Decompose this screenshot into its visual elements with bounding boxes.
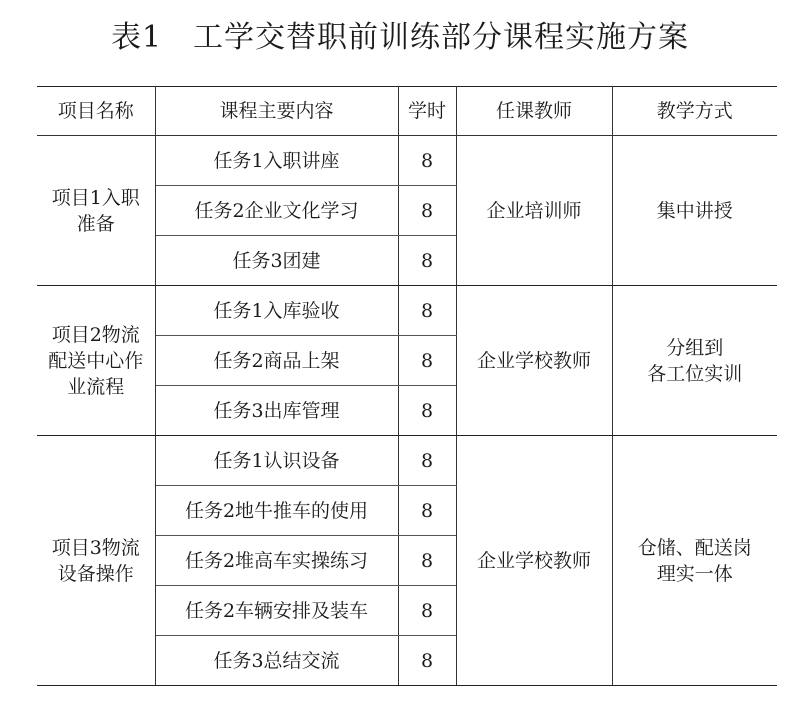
header-teacher: 任课教师 xyxy=(456,87,612,136)
task-content-cell: 任务1入职讲座 xyxy=(155,136,398,186)
header-course-content: 课程主要内容 xyxy=(155,87,398,136)
hours-cell: 8 xyxy=(398,536,456,586)
hours-cell: 8 xyxy=(398,236,456,286)
course-plan-table xyxy=(37,86,777,686)
task-content-cell: 任务2车辆安排及装车 xyxy=(155,586,398,636)
hours-cell: 8 xyxy=(398,586,456,636)
hours-cell: 8 xyxy=(398,336,456,386)
task-content-cell: 任务3总结交流 xyxy=(155,636,398,686)
hours-cell: 8 xyxy=(398,636,456,686)
teacher-cell: 企业培训师 xyxy=(456,136,612,286)
task-content-cell: 任务1认识设备 xyxy=(155,436,398,486)
table-row xyxy=(37,286,777,336)
task-content-cell: 任务1入库验收 xyxy=(155,286,398,336)
task-content-cell: 任务2堆高车实操练习 xyxy=(155,536,398,586)
hours-cell: 8 xyxy=(398,436,456,486)
teacher-cell: 企业学校教师 xyxy=(456,436,612,686)
project-name-cell: 项目1入职 准备 xyxy=(37,136,155,286)
hours-cell: 8 xyxy=(398,386,456,436)
header-teaching-method: 教学方式 xyxy=(612,87,777,136)
header-hours: 学时 xyxy=(398,87,456,136)
hours-cell: 8 xyxy=(398,136,456,186)
hours-cell: 8 xyxy=(398,486,456,536)
table-row xyxy=(37,436,777,486)
teaching-method-cell: 分组到 各工位实训 xyxy=(612,286,777,436)
header-project-name: 项目名称 xyxy=(37,87,155,136)
project-name-cell: 项目2物流 配送中心作 业流程 xyxy=(37,286,155,436)
task-content-cell: 任务3团建 xyxy=(155,236,398,286)
task-content-cell: 任务2企业文化学习 xyxy=(155,186,398,236)
teaching-method-cell: 仓储、配送岗 理实一体 xyxy=(612,436,777,686)
project-name-cell: 项目3物流 设备操作 xyxy=(37,436,155,686)
task-content-cell: 任务2地牛推车的使用 xyxy=(155,486,398,536)
hours-cell: 8 xyxy=(398,186,456,236)
task-content-cell: 任务3出库管理 xyxy=(155,386,398,436)
table-title: 表1 工学交替职前训练部分课程实施方案 xyxy=(110,20,690,55)
hours-cell: 8 xyxy=(398,286,456,336)
teacher-cell: 企业学校教师 xyxy=(456,286,612,436)
task-content-cell: 任务2商品上架 xyxy=(155,336,398,386)
table-row xyxy=(37,136,777,186)
teaching-method-cell: 集中讲授 xyxy=(612,136,777,286)
header-row xyxy=(37,87,777,136)
